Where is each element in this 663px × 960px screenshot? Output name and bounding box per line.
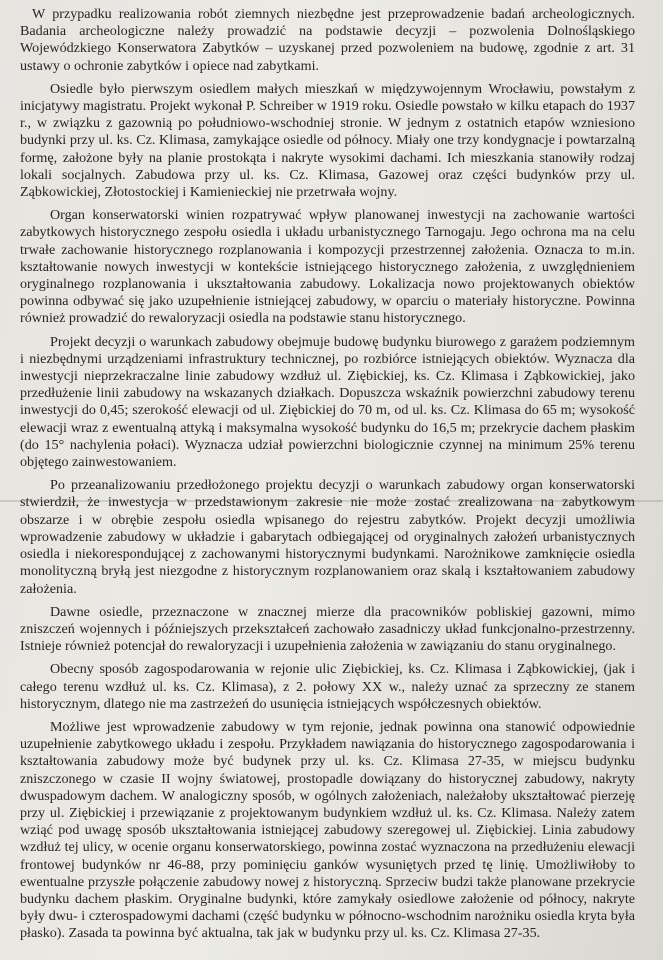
- paragraph-former-estate: Dawne osiedle, przeznaczone w znacznej mierze dla pracowników pobliskiej gazowni, mimo zniszczeń wojennych i późniejszych przekształceń zachowało zasadniczy układ funkcjonalno-przestrzenny. Istnieje również potencjał do rewaloryzacji i uzupełnienia założenia w zawiązaniu do stanu oryginalnego.: [20, 603, 635, 655]
- paragraph-history: Osiedle było pierwszym osiedlem małych mieszkań w międzywojennym Wrocławiu, powstałym z inicjatywy magistratu. Projekt wykonał P. Schreiber w 1919 roku. Osiedle powstało w kilku etapach do 1937 r., w związku z gazownią po południowo-wschodniej stronie. W jednym z ostatnich etapów wzniesiono budynki przy ul. ks. Cz. Klimasa, zamykające osiedle od północy. Miały one trzy kondygnacje i powtarzalną formę, założone były na planie prostokąta i nakryte wysokimi dachami. Ich mieszkania stanowiły rodzaj lokali socjalnych. Zabudowa przy ul. ks. Cz. Klimasa, Gazowej oraz części budynków przy ul. Ząbkowickiej, Złotostockiej i Kamienieckiej nie przetrwała wojny.: [20, 80, 635, 201]
- paragraph-project-scope: Projekt decyzji o warunkach zabudowy obejmuje budowę budynku biurowego z garażem podziemnym i niezbędnymi urządzeniami infrastruktury technicznej, po rozbiórce istniejących obiektów. Wyznacza dla inwestycji nieprzekraczalne linie zabudowy wzdłuż ul. Ziębickiej, ks. Cz. Klimasa i Ząbkowickiej, jako przedłużenie linii zabudowy na wskazanych działkach. Dopuszcza wskaźnik powierzchni zabudowy terenu inwestycji do 0,45; szerokość elewacji od ul. Ziębickiej do 70 m, od ul. ks. Cz. Klimasa do 65 m; wysokość elewacji wraz z ewentualną attyką i maksymalna wysokość budynku do 16,5 m; przekrycie dachem płaskim (do 15° nachylenia połaci). Wyznacza udział powierzchni biologicznie czynnej na minimum 25% terenu objętego zainwestowaniem.: [20, 333, 635, 471]
- paragraph-archaeology: W przypadku realizowania robót ziemnych niezbędne jest przeprowadzenie badań archeologicznych. Badania archeologiczne należy prowadzić na podstawie decyzji – pozwolenia Dolnośląskiego Wojewódzkiego Konserwatora Zabytków – uzyskanej przed pozwoleniem na budowę, zgodnie z art. 31 ustawy o ochronie zabytków i opiece nad zabytkami.: [20, 6, 635, 74]
- paragraph-current-use: Obecny sposób zagospodarowania w rejonie ulic Ziębickiej, ks. Cz. Klimasa i Ząbkowickiej, (jak i całego terenu wzdłuż ul. ks. Cz. Klimasa), z 2. połowy XX w., należy uznać za sprzeczny ze stanem historycznym, dlatego nie ma zastrzeżeń do usunięcia istniejących współczesnych obiektów.: [20, 661, 635, 712]
- document-body: [20, 6, 635, 949]
- paragraph-conservation-body: Organ konserwatorski winien rozpatrywać wpływ planowanej inwestycji na zachowanie wartości zabytkowych historycznego zespołu osiedla i układu urbanistycznego Tarnogaju. Jego ochrona ma na celu trwałe zachowanie historycznego rozplanowania i kompozycji przestrzennej założenia. Oznacza to m.in. kształtowanie nowych inwestycji w kontekście istniejącego historycznego założenia, z uwzględnieniem oryginalnego rozplanowania i ukształtowania zabudowy. Lokalizacja nowo projektowanych obiektów powinna odbywać się jako uzupełnienie istniejącej zabudowy, w oparciu o materiały historyczne. Powinna również prowadzić do rewaloryzacji osiedla na podstawie stanu historycznego.: [20, 207, 635, 327]
- paragraph-recommendations: Możliwe jest wprowadzenie zabudowy w tym rejonie, jednak powinna ona stanowić odpowiednie uzupełnienie zabytkowego układu i zespołu. Przykładem nawiązania do historycznego zagospodarowania i kształtowania zabudowy może być budynek przy ul. ks. Cz. Klimasa 27-35, w miejscu budynku zniszczonego w czasie II wojny światowej, prostopadle dowiązany do historycznej zabudowy, nakryty dwuspadowym dachem. W analogiczny sposób, w ogólnych założeniach, należałoby ukształtować pierzeję przy ul. Ziębickiej i przewiązanie z projektowanym budynkiem wzdłuż ul. ks. Cz. Klimasa. Należy zatem wziąć pod uwagę sposób ukształtowania istniejącej zabudowy szeregowej ul. Ziębickiej. Linia zabudowy wzdłuż tej ulicy, w ocenie organu konserwatorskiego, powinna zostać wyznaczona na przedłużeniu elewacji frontowej budynków nr 46-88, przy pominięciu ganków wysuniętych przed tę linię. Umożliwiłoby to ewentualne przyszłe połączenie zabudowy nowej z historyczną. Sprzeciw budzi także planowane przekrycie budynku dachem płaskim. Oryginalne budynki, które zamykały osiedlowe założenie od północy, nakryte były dwu- i czterospadowymi dachami (część budynku w północno-wschodnim narożniku osiedla kryta była płasko). Zasada ta powinna być aktualna, tak jak w budynku przy ul. ks. Cz. Klimasa 27-35.: [20, 718, 635, 942]
- paragraph-assessment: Po przeanalizowaniu przedłożonego projektu decyzji o warunkach zabudowy organ konserwatorski stwierdził, że inwestycja w przedstawionym zakresie nie może zostać zrealizowana na zabytkowym obszarze i w obrębie zespołu osiedla wpisanego do rejestru zabytków. Projekt decyzji umożliwia wprowadzenie zabudowy w układzie i gabarytach odbiegającej od oryginalnych założeń urbanistycznych osiedla i niekorespondującej z zachowanymi historycznymi budynkami. Narożnikowe zamknięcie osiedla monolityczną bryłą jest niezgodne z historycznym rozplanowaniem oraz skalą i kształtowaniem zabudowy założenia.: [20, 477, 635, 597]
